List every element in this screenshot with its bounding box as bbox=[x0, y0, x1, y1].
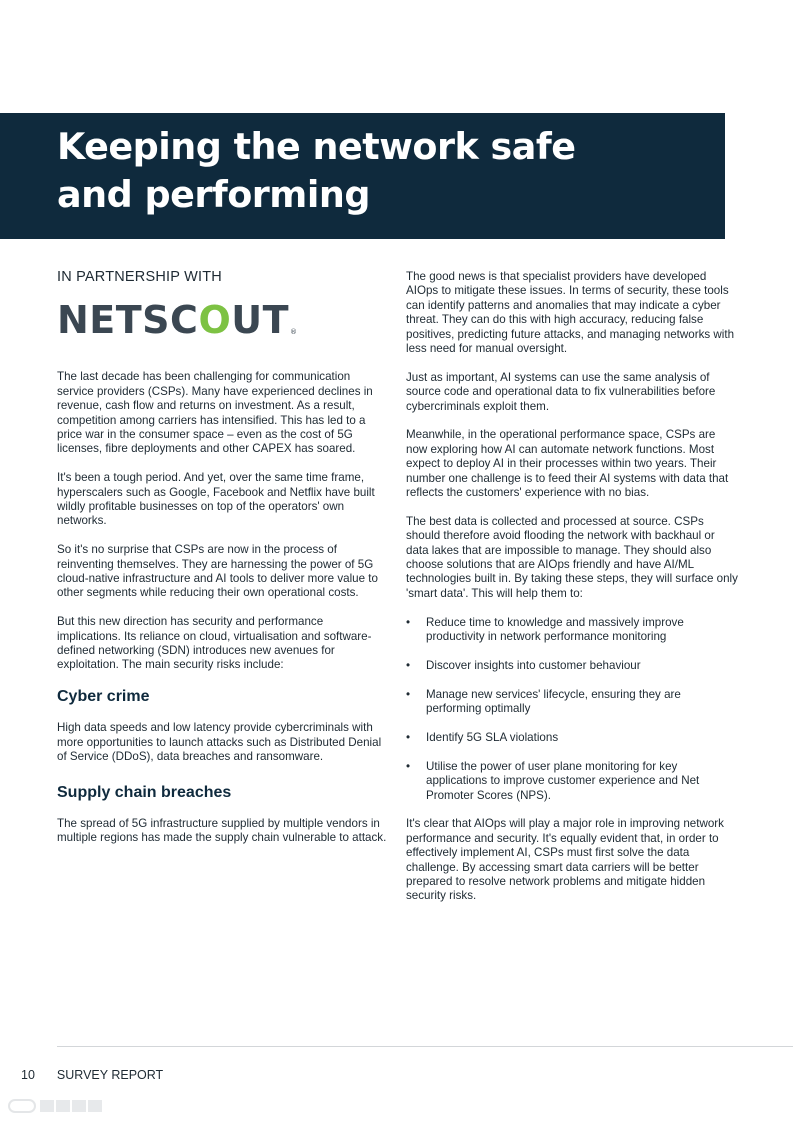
page-footer bbox=[21, 1068, 163, 1082]
left-column bbox=[57, 270, 389, 860]
list-item-text: Utilise the power of user plane monitoring for key applications to improve customer experience and Net Promoter Scores (NPS). bbox=[426, 759, 700, 802]
list-item-text: Manage new services' lifecycle, ensuring they are performing optimally bbox=[426, 687, 681, 716]
body-paragraph: It's been a tough period. And yet, over the same time frame, hyperscalers such as Google, Facebook and Netflix have built wildly profitable businesses on top of the operators' own networks. bbox=[57, 471, 375, 528]
bullet-icon: • bbox=[406, 658, 411, 672]
partnership-label: IN PARTNERSHIP WITH bbox=[57, 269, 222, 285]
list-item bbox=[406, 688, 738, 717]
body-paragraph: But this new direction has security and performance implications. Its reliance on cloud, virtualisation and software-defined networking (SDN) introduces new avenues for exploitation. The main security risks include: bbox=[57, 615, 372, 672]
cyber-crime-text: High data speeds and low latency provide cybercriminals with more opportunities to launch attacks such as Distributed Denial of Service (DDoS), data breaches and ransomware. bbox=[57, 721, 382, 764]
title-banner bbox=[0, 113, 725, 239]
netscout-logo bbox=[57, 298, 389, 343]
page-title bbox=[57, 123, 575, 219]
bullet-icon: • bbox=[406, 687, 411, 701]
title-line-1: Keeping the network safe bbox=[57, 125, 576, 168]
footer-label: SURVEY REPORT bbox=[56, 1068, 164, 1082]
supply-chain-text: The spread of 5G infrastructure supplied by multiple vendors in multiple regions has made the supply chain vulnerable to attack. bbox=[57, 816, 387, 844]
body-paragraph: The good news is that specialist providers have developed AIOps to mitigate these issues. In terms of security, these tools can identify patterns and anomalies that may indicate a cyber threat. They can do this with high accuracy, reducing false positives, predicting future attacks, and managing networks with less need for manual oversight. bbox=[406, 270, 735, 356]
body-paragraph: The best data is collected and processed at source. CSPs should therefore avoid flooding the network with backhaul or data lakes that are impossible to manage. They should also choose solutions that are AIOps friendly and have AI/ML technologies built in. By taking these steps, they will surface only 'smart data'. This will help them to: bbox=[406, 514, 738, 600]
watermark-icon bbox=[8, 1099, 36, 1113]
title-line-2: and performing bbox=[57, 173, 370, 216]
list-item-text: Discover insights into customer behaviour bbox=[426, 658, 641, 672]
logo-registered-mark: ® bbox=[290, 328, 298, 337]
logo-text-post: UT bbox=[231, 298, 290, 343]
cyber-crime-heading: Cyber crime bbox=[57, 688, 150, 706]
right-column bbox=[406, 270, 738, 918]
footer-divider bbox=[57, 1046, 793, 1047]
body-paragraph: Meanwhile, in the operational performance space, CSPs are now exploring how AI can automate network functions. Most expect to deploy AI in their processes within two years. Their number one challenge is to feed their AI systems with data that reflects the customers' experience with no bias. bbox=[406, 428, 729, 500]
body-paragraph: Just as important, AI systems can use the same analysis of source code and operational data to fix vulnerabilities before cybercriminals exploit them. bbox=[406, 370, 716, 413]
closing-paragraph: It's clear that AIOps will play a major role in improving network performance and security. It's equally evident that, in order to effectively implement AI, CSPs must first solve the data challenge. By accessing smart data carriers will be better prepared to resolve network problems and mitigate hidden security risks. bbox=[406, 817, 724, 903]
list-item bbox=[406, 731, 738, 745]
list-item bbox=[406, 760, 738, 803]
bullet-icon: • bbox=[406, 730, 411, 744]
supply-chain-heading: Supply chain breaches bbox=[57, 783, 232, 801]
logo-text-pre: NETSC bbox=[57, 298, 199, 343]
page-number: 10 bbox=[21, 1068, 35, 1082]
list-item bbox=[406, 616, 738, 645]
benefits-list bbox=[406, 616, 738, 803]
list-item-text: Identify 5G SLA violations bbox=[426, 730, 559, 744]
logo-text-o: O bbox=[198, 298, 232, 343]
list-item bbox=[406, 659, 738, 673]
list-item-text: Reduce time to knowledge and massively improve productivity in network performance monitoring bbox=[426, 615, 684, 644]
bullet-icon: • bbox=[406, 759, 411, 773]
watermark-logo bbox=[8, 1097, 104, 1115]
bullet-icon: • bbox=[406, 615, 411, 629]
body-paragraph: So it's no surprise that CSPs are now in the process of reinventing themselves. They are harnessing the power of 5G cloud-native infrastructure and AI tools to deliver more value to other segments while reducing their own operational costs. bbox=[57, 543, 378, 600]
intro-paragraph: The last decade has been challenging for communication service providers (CSPs). Many have experienced declines in revenue, cash flow and returns on investment. As a result, competition among carriers has intensified. This has led to a price war in the consumer space – even as the cost of 5G licenses, fibre deployments and other CAPEX has soared. bbox=[57, 370, 373, 456]
watermark-glyphs bbox=[40, 1100, 104, 1112]
